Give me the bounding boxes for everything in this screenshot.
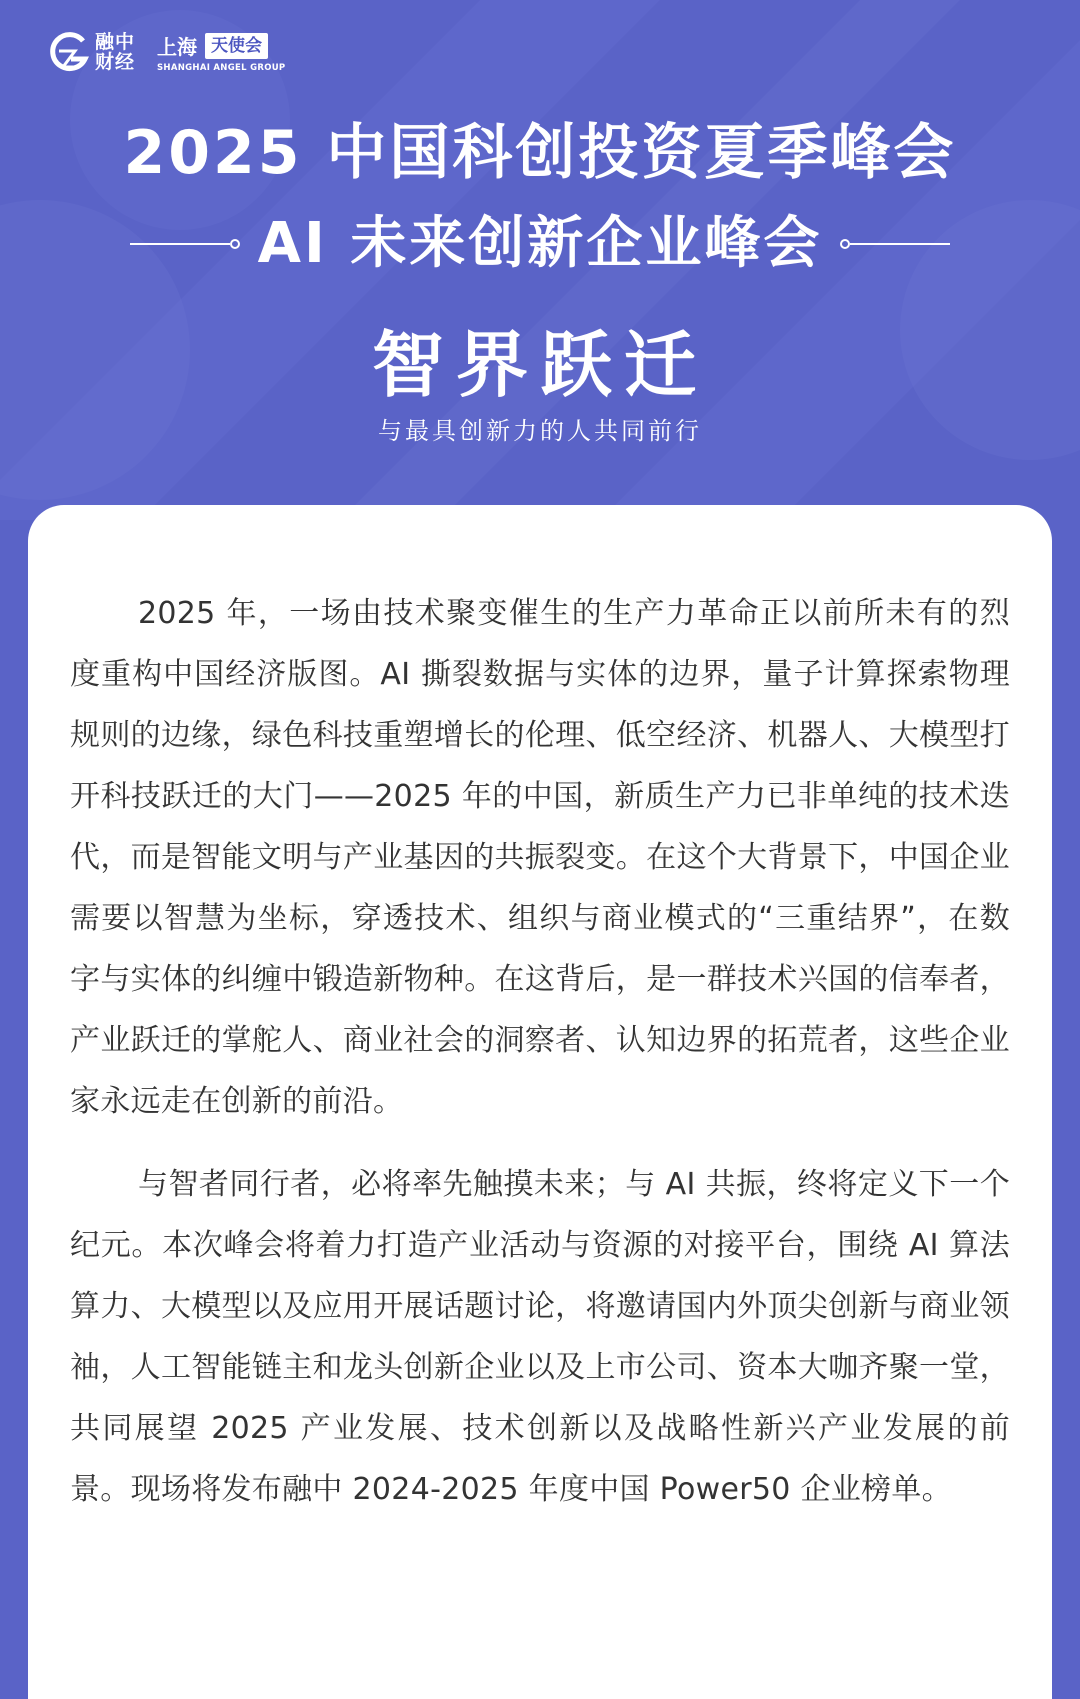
content-card <box>28 505 1052 1699</box>
page-title: 2025 中国科创投资夏季峰会 <box>123 118 957 188</box>
rongzhong-logo <box>45 29 135 75</box>
content-body <box>70 583 1010 1542</box>
rongzhong-line1: 融中 <box>95 31 136 53</box>
subtitle-row <box>0 204 1080 284</box>
rongzhong-mark-icon <box>45 29 91 75</box>
angel-group-logo <box>157 31 285 73</box>
subtitle-right-decoration <box>840 239 950 249</box>
subtitle-left-decoration <box>130 239 240 249</box>
tagline: 与最具创新力的人共同前行 <box>378 417 702 445</box>
page-subtitle: AI 未来创新企业峰会 <box>257 211 823 276</box>
slogan: 智界跃迁 <box>371 323 708 407</box>
logo-row <box>45 26 285 78</box>
angel-logo-city: 上海 <box>157 35 198 59</box>
angel-logo-top <box>157 31 285 60</box>
rongzhong-text <box>95 32 135 72</box>
paragraph-2: 与智者同行者，必将率先触摸未来；与 AI 共振，终将定义下一个纪元。本次峰会将着力打造产业活动与资源的对接平台，围绕 AI 算法算力、大模型以及应用开展话题讨论，将邀请国内外顶尖创新与商业领袖，人工智能链主和龙头创新企业以及上市公司、资本大咖齐聚一堂，共同展望 2025 产业发展、技术创新以及战略性新兴产业发展的前景。现场将发布融中 2024-2025 年度中国 Power50 企业榜单。 <box>70 1167 1010 1507</box>
rongzhong-line2: 财经 <box>95 51 136 73</box>
angel-logo-english: SHANGHAI ANGEL GROUP <box>157 63 286 73</box>
angel-logo-badge: 天使会 <box>205 33 268 59</box>
paragraph-1: 2025 年，一场由技术聚变催生的生产力革命正以前所未有的烈度重构中国经济版图。AI 撕裂数据与实体的边界，量子计算探索物理规则的边缘，绿色科技重塑增长的伦理、低空经济、机器人、大模型打开科技跃迁的大门——2025 年的中国，新质生产力已非单纯的技术迭代，而是智能文明与产业基因的共振裂变。在这个大背景下，中国企业需要以智慧为坐标，穿透技术、组织与商业模式的“三重结界”，在数字与实体的纠缠中锻造新物种。在这背后，是一群技术兴国的信奉者，产业跃迁的掌舵人、商业社会的洞察者、认知边界的拓荒者，这些企业家永远走在创新的前沿。 <box>70 596 1010 1119</box>
